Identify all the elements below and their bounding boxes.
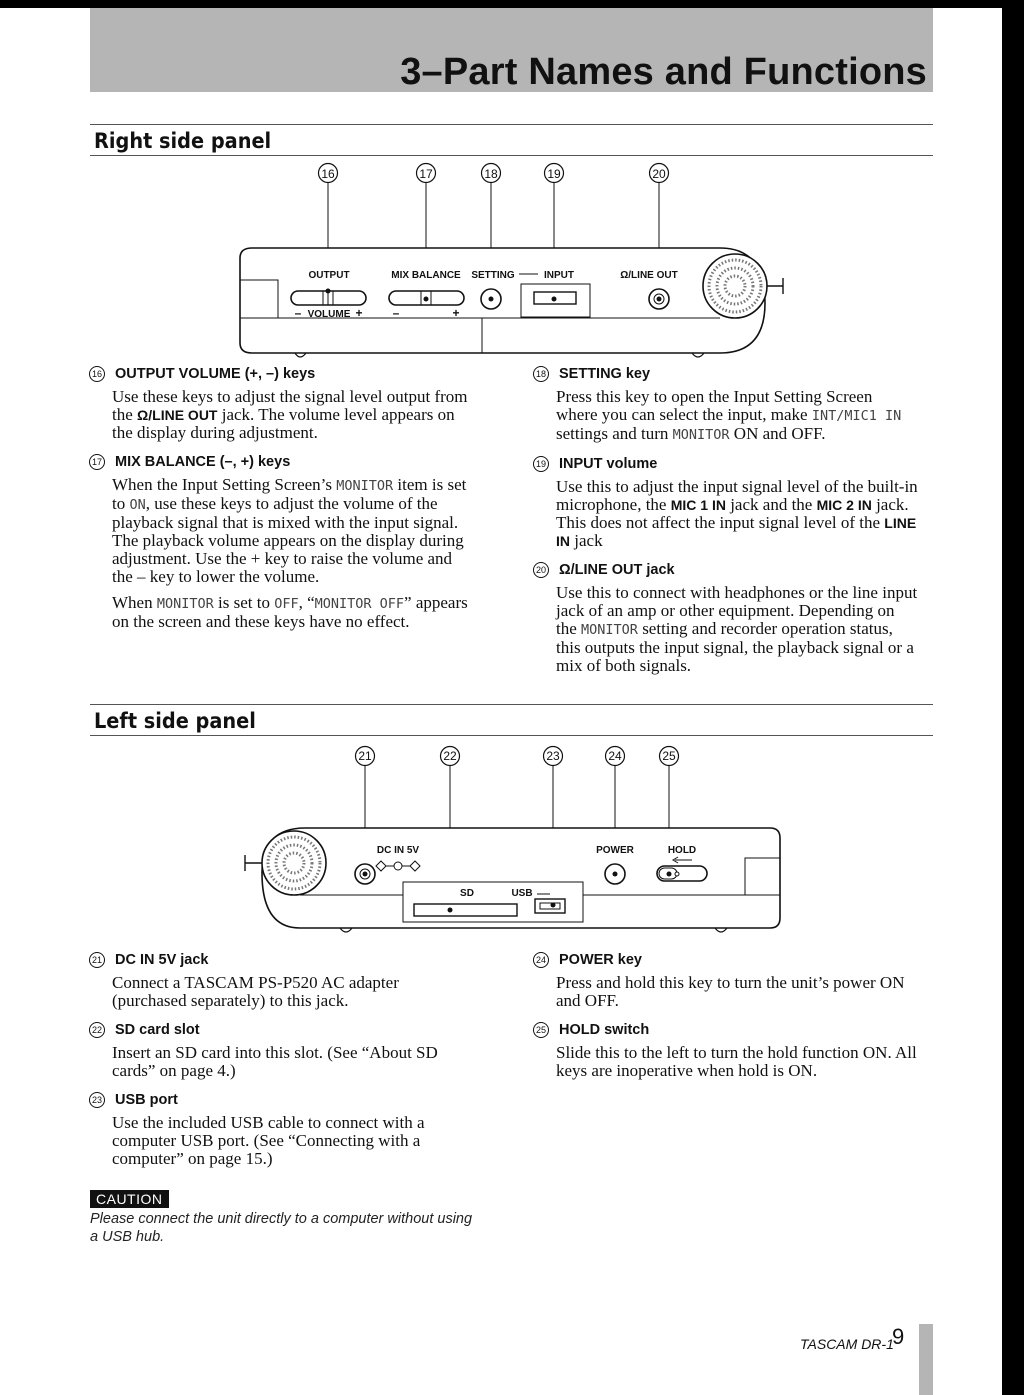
item-description: Use this to connect with headphones or the line input jack of an amp or other equipment. Depending on the MONITOR setting and recorder operation status, this outputs the input signal, the playback signal or a mix of both signals. xyxy=(556,583,918,675)
section-title-left-panel: Left side panel xyxy=(94,709,256,733)
callout-22 xyxy=(441,747,460,766)
dc-polarity-icon xyxy=(376,861,420,871)
svg-text:23: 23 xyxy=(546,749,560,763)
svg-text:+: + xyxy=(355,306,363,320)
callout-23 xyxy=(544,747,563,766)
svg-text:Ω/LINE OUT: Ω/LINE OUT xyxy=(620,270,678,281)
item-title: Ω/LINE OUT jack xyxy=(559,562,675,578)
left-panel-column-left xyxy=(89,952,474,1180)
callout-24 xyxy=(606,747,625,766)
footer-brand: TASCAM DR-1 xyxy=(800,1336,894,1352)
svg-text:HOLD: HOLD xyxy=(667,845,697,856)
item-21 xyxy=(89,952,474,1010)
item-24 xyxy=(533,952,918,1010)
svg-text:20: 20 xyxy=(652,167,666,181)
item-number: 19 xyxy=(533,456,549,472)
footer-tab xyxy=(919,1324,933,1395)
item-22 xyxy=(89,1022,474,1080)
item-number: 16 xyxy=(89,366,105,382)
item-title: MIX BALANCE (–, +) keys xyxy=(115,454,291,470)
caution-text: Please connect the unit directly to a computer without using a USB hub. xyxy=(90,1211,473,1245)
svg-text:+: + xyxy=(452,306,460,320)
item-title: DC IN 5V jack xyxy=(115,952,209,968)
caution-badge: CAUTION xyxy=(90,1190,169,1208)
item-title: INPUT volume xyxy=(559,456,658,472)
manual-page xyxy=(0,8,1002,1395)
callout-21 xyxy=(356,747,375,766)
item-title: USB port xyxy=(115,1092,178,1108)
svg-text:POWER: POWER xyxy=(596,845,634,856)
item-description: Use this to adjust the input signal level of the built-in microphone, the MIC 1 IN jack and the MIC 2 IN jack. This does not affect the input signal level of the LINE IN jack xyxy=(556,477,918,550)
item-23 xyxy=(89,1092,474,1168)
svg-text:INPUT: INPUT xyxy=(544,270,574,281)
svg-text:–: – xyxy=(392,306,400,320)
item-description: When the Input Setting Screen’s MONITOR item is set to ON, use these keys to adjust the volume of the playback signal that is mixed with the input signal. The playback volume appears on the display during adjustment. Use the + key to raise the volume and the – key to lower the volume. xyxy=(112,475,467,586)
item-number: 24 xyxy=(533,952,549,968)
svg-text:OUTPUT: OUTPUT xyxy=(308,270,350,281)
callout-25 xyxy=(660,747,679,766)
item-description: Press this key to open the Input Setting Screen where you can select the input, make INT/MIC1 IN settings and turn MONITOR ON and OFF. xyxy=(556,387,902,443)
chapter-title: 3–Part Names and Functions xyxy=(400,51,927,93)
item-title: OUTPUT VOLUME (+, –) keys xyxy=(115,366,316,382)
item-description: Connect a TASCAM PS-P520 AC adapter (purchased separately) to this jack. xyxy=(112,973,399,1010)
item-number: 22 xyxy=(89,1022,105,1038)
section-title-right-panel: Right side panel xyxy=(94,129,272,153)
svg-text:17: 17 xyxy=(419,167,433,181)
svg-text:19: 19 xyxy=(547,167,561,181)
item-25 xyxy=(533,1022,918,1080)
svg-text:22: 22 xyxy=(443,749,457,763)
item-description: Use these keys to adjust the signal level output from the Ω/LINE OUT jack. The volume level appears on the display during adjustment. xyxy=(112,387,468,442)
svg-text:SD: SD xyxy=(460,888,474,899)
item-description: Press and hold this key to turn the unit’s power ON and OFF. xyxy=(556,973,905,1010)
item-number: 23 xyxy=(89,1092,105,1108)
svg-text:MIX BALANCE: MIX BALANCE xyxy=(391,270,461,281)
item-number: 20 xyxy=(533,562,549,578)
page-number: 9 xyxy=(892,1324,905,1349)
item-title: SD card slot xyxy=(115,1022,200,1038)
svg-text:16: 16 xyxy=(321,167,335,181)
svg-text:SETTING: SETTING xyxy=(471,270,515,281)
svg-text:21: 21 xyxy=(358,749,372,763)
item-description: Use the included USB cable to connect with a computer USB port. (See “Connecting with a computer” on page 15.) xyxy=(112,1113,425,1168)
item-number: 18 xyxy=(533,366,549,382)
item-number: 25 xyxy=(533,1022,549,1038)
item-description: When MONITOR is set to OFF, “MONITOR OFF” appears on the screen and these keys have no effect. xyxy=(112,593,468,631)
svg-text:VOLUME: VOLUME xyxy=(307,309,351,320)
svg-text:–: – xyxy=(294,306,302,320)
item-description: Insert an SD card into this slot. (See “About SD cards” on page 4.) xyxy=(112,1043,438,1080)
recorder-left-side xyxy=(245,828,780,932)
item-title: SETTING key xyxy=(559,366,651,382)
svg-text:25: 25 xyxy=(662,749,676,763)
item-title: HOLD switch xyxy=(559,1022,650,1038)
svg-text:24: 24 xyxy=(608,749,622,763)
left-panel-column-right xyxy=(533,952,918,1092)
item-number: 21 xyxy=(89,952,105,968)
item-title: POWER key xyxy=(559,952,642,968)
svg-text:DC IN 5V: DC IN 5V xyxy=(376,845,420,856)
item-number: 17 xyxy=(89,454,105,470)
svg-text:18: 18 xyxy=(484,167,498,181)
svg-text:USB: USB xyxy=(511,888,533,899)
left-panel-diagram xyxy=(0,8,1002,948)
item-description: Slide this to the left to turn the hold function ON. All keys are inoperative when hold is ON. xyxy=(556,1043,917,1080)
